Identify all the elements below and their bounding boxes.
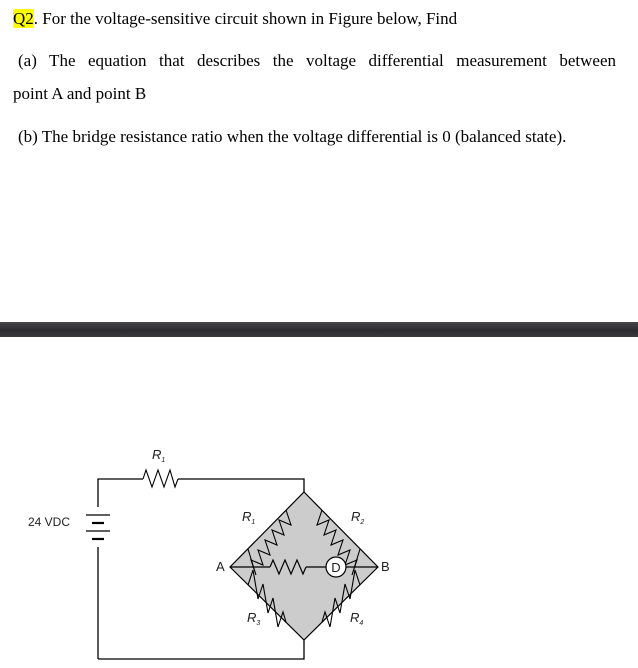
part-a-line-2: point A and point B (13, 84, 147, 103)
series-resistor-label: $R_1$ (152, 447, 166, 464)
node-a-label: A (216, 559, 225, 574)
r3-label: $R_3$ (247, 610, 261, 627)
question-label: Q2 (13, 9, 34, 28)
part-b: (b) The bridge resistance ratio when the voltage differential is 0 (balanced state). (18, 127, 567, 146)
question-intro: . For the voltage-sensitive circuit shown in Figure below, Find (33, 9, 458, 28)
series-resistor (143, 470, 178, 487)
question-line-1 (13, 8, 457, 30)
bridge-circuit-figure (0, 337, 638, 668)
battery-symbol (86, 515, 110, 539)
node-b-label: B (381, 559, 390, 574)
r2-label: $R_2$ (351, 509, 365, 526)
r4-label: $R_4$ (350, 610, 364, 627)
part-a-line-1: (a) The equation that describes the voltage differential measurement between (18, 51, 616, 70)
r1-label: $R_1$ (242, 509, 256, 526)
divider-bar (0, 322, 638, 337)
detector-label: D (331, 560, 341, 575)
source-label: 24 VDC (28, 515, 71, 529)
